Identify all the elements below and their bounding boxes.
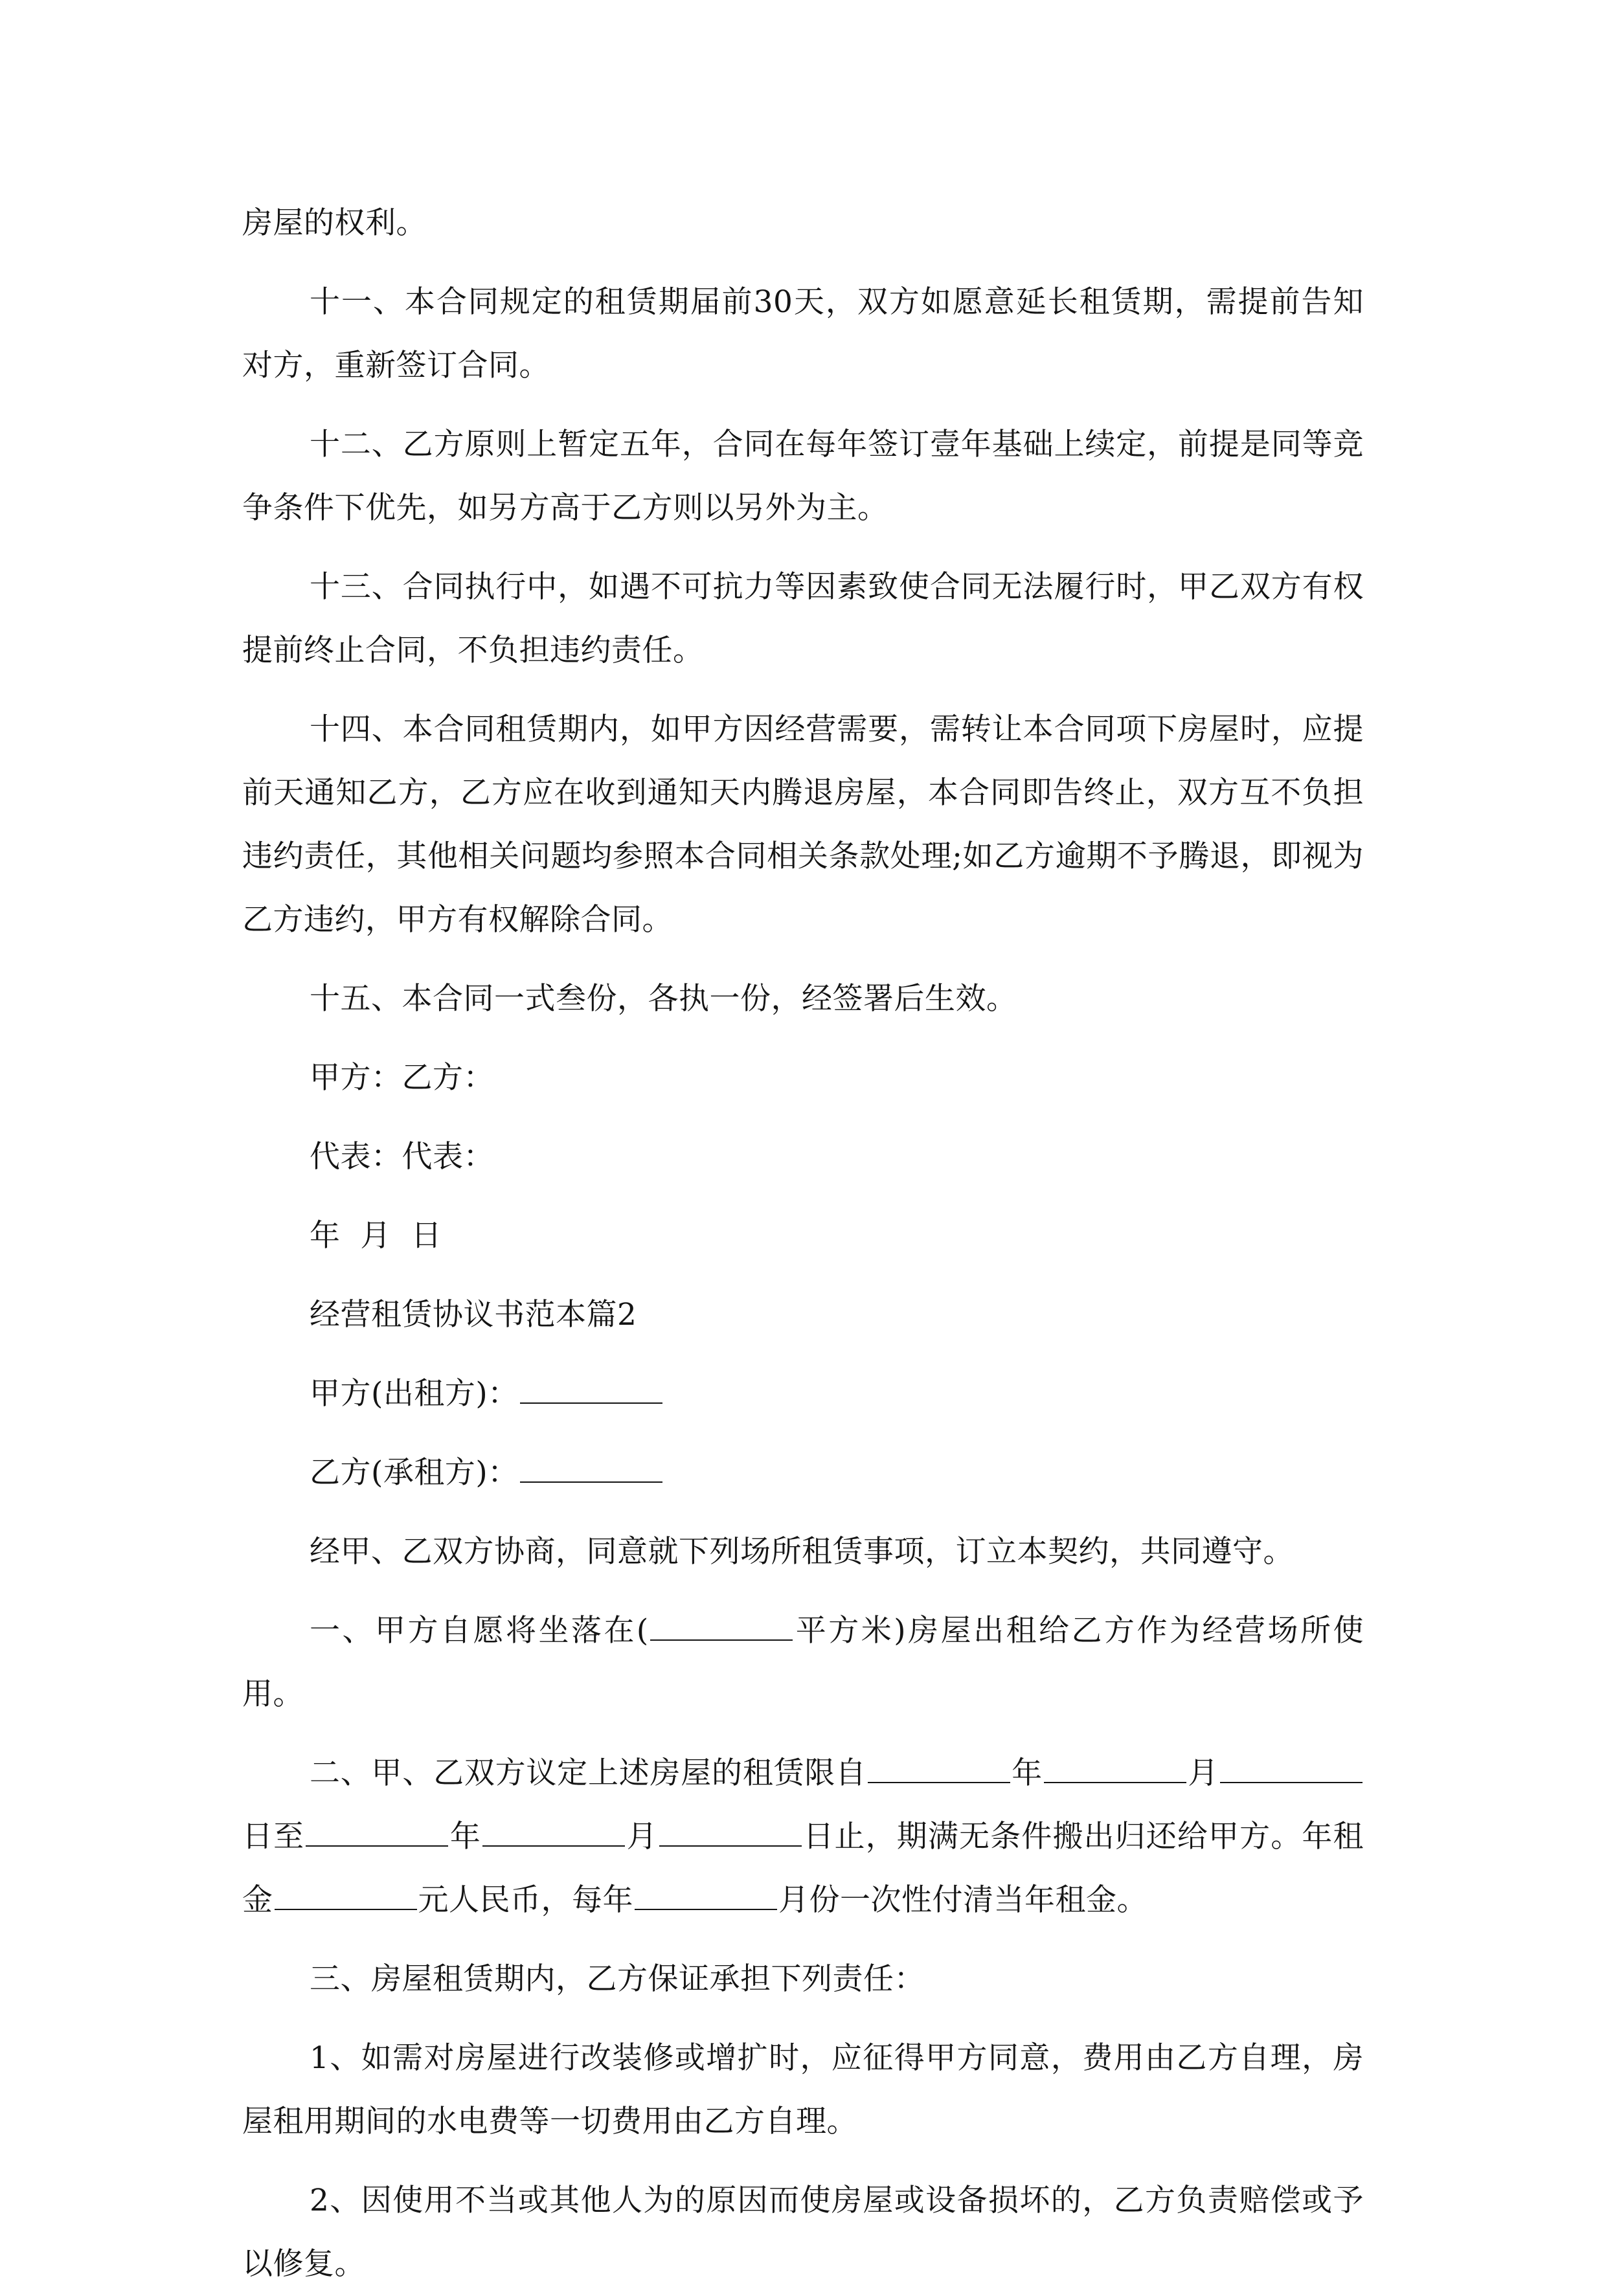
- clause-3-item-2: 2、因使用不当或其他人为的原因而使房屋或设备损坏的，乙方负责赔偿或予以修复。: [242, 2183, 1364, 2282]
- clause-2-text-a: 二、甲、乙双方议定上述房屋的租赁限自: [310, 1755, 866, 1791]
- start-month-blank: [1044, 1781, 1186, 1783]
- clause-2-text-b: 年: [1011, 1755, 1043, 1791]
- start-day-blank: [1220, 1781, 1363, 1783]
- clause-2-text-c: 月: [1187, 1755, 1219, 1791]
- clause-11: 十一、本合同规定的租赁期届前30天，双方如愿意延长租赁期，需提前告知对方，重新签订合同。: [242, 284, 1364, 383]
- clause-2-text-e: 年: [449, 1819, 481, 1854]
- party-b-line: [242, 1441, 1364, 1505]
- clause-3-item-1: 1、如需对房屋进行改装修或增扩时，应征得甲方同意，费用由乙方自理，房屋租用期间的水电费等一切费用由乙方自理。: [242, 2040, 1364, 2139]
- party-a-line: [242, 1362, 1364, 1426]
- clause-3-heading: 三、房屋租赁期内，乙方保证承担下列责任：: [310, 1961, 925, 1997]
- clause-2-text-g: 日止，期满无条件搬出归还给甲方。年租金: [242, 1819, 1364, 1918]
- annual-rent-blank: [275, 1908, 417, 1910]
- party-a-blank: [520, 1402, 662, 1404]
- paragraph-continuation: 房屋的权利。: [242, 205, 427, 241]
- area-blank: [650, 1639, 793, 1641]
- party-b-label: 乙方(承租方)：: [310, 1455, 519, 1491]
- clause-2-text-h: 元人民币，每年: [418, 1882, 633, 1918]
- clause-14: 十四、本合同租赁期内，如甲方因经营需要，需转让本合同项下房屋时，应提前天通知乙方，乙方应在收到通知天内腾退房屋，本合同即告终止，双方互不负担违约责任，其他相关问题均参照本合同相关条款处理;如乙方逾期不予腾退，即视为乙方违约，甲方有权解除合同。: [242, 712, 1364, 938]
- agreement-intro: 经甲、乙双方协商，同意就下列场所租赁事项，订立本契约，共同遵守。: [310, 1534, 1294, 1570]
- signature-representatives-line: 代表：代表：: [310, 1139, 494, 1175]
- party-a-label: 甲方(出租方)：: [310, 1376, 519, 1412]
- document-body: [242, 192, 1364, 2296]
- end-year-blank: [306, 1845, 448, 1847]
- start-year-blank: [868, 1781, 1010, 1783]
- clause-2-text-d: 日至: [242, 1819, 305, 1854]
- clause-2-term: [242, 1742, 1364, 1932]
- clause-12: 十二、乙方原则上暂定五年，合同在每年签订壹年基础上续定，前提是同等竞争条件下优先，如另方高于乙方则以另外为主。: [242, 427, 1364, 526]
- clause-1-text-b: 平方米)房屋出租给乙方作为经营场所使用。: [242, 1613, 1364, 1712]
- clause-15: 十五、本合同一式叁份，各执一份，经签署后生效。: [310, 981, 1017, 1017]
- clause-13: 十三、合同执行中，如遇不可抗力等因素致使合同无法履行时，甲乙双方有权提前终止合同，不负担违约责任。: [242, 569, 1364, 668]
- section-title: 经营租赁协议书范本篇2: [310, 1297, 637, 1333]
- party-b-blank: [520, 1481, 662, 1483]
- clause-1-text-a: 一、甲方自愿将坐落在(: [310, 1613, 649, 1649]
- payment-month-blank: [635, 1908, 777, 1910]
- signature-date-line: 年 月 日: [310, 1218, 442, 1254]
- end-month-blank: [482, 1845, 625, 1847]
- clause-2-text-f: 月: [626, 1819, 658, 1854]
- clause-1-location: [242, 1599, 1364, 1726]
- end-day-blank: [659, 1845, 802, 1847]
- clause-2-text-i: 月份一次性付清当年租金。: [778, 1882, 1148, 1918]
- signature-parties-line: 甲方：乙方：: [310, 1060, 494, 1096]
